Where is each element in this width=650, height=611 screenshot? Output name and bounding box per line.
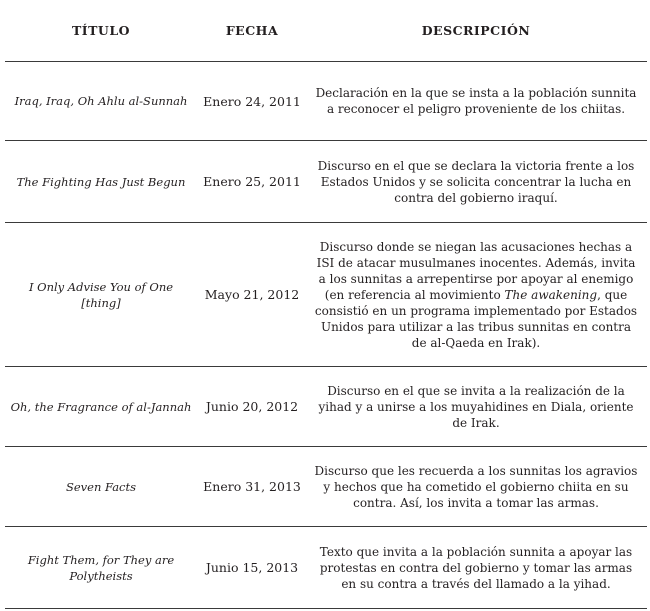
row-description: Discurso que les recuerda a los sunnitas los agravios y hechos que ha cometido el gobierno chiita en su contra. Así, los invita a tomar las armas. bbox=[314, 463, 638, 510]
row-title: The Fighting Has Just Begun bbox=[16, 174, 186, 189]
header-description: DESCRIPCIÓN bbox=[421, 22, 531, 38]
row-date: Mayo 21, 2012 bbox=[204, 287, 300, 302]
table-row bbox=[5, 447, 647, 527]
row-title: Seven Facts bbox=[65, 479, 137, 494]
table-row bbox=[5, 62, 647, 141]
description-italic: The awakening bbox=[504, 287, 598, 302]
statements-table bbox=[5, 0, 647, 609]
description-part: , que consistió en un programa implementado por Estados Unidos para utilizar a las tribus sunnitas en contra de al-Qaeda en Irak). bbox=[314, 287, 638, 350]
row-date: Enero 25, 2011 bbox=[203, 174, 301, 189]
row-date: Enero 24, 2011 bbox=[203, 93, 301, 109]
header-title: TÍTULO bbox=[71, 22, 131, 38]
row-title: Iraq, Iraq, Oh Ahlu al-Sunnah bbox=[14, 94, 188, 108]
table-header bbox=[5, 0, 647, 62]
row-title: Fight Them, for They are Polytheists bbox=[27, 552, 175, 583]
row-description: Texto que invita a la población sunnita a apoyar las protestas en contra del gobierno y tomar las armas en su contra a través del llamado a la yihad. bbox=[319, 544, 633, 591]
row-date: Junio 20, 2012 bbox=[205, 399, 299, 414]
row-description: Declaración en la que se insta a la población sunnita a reconocer el peligro proveniente de los chiitas. bbox=[315, 86, 637, 116]
table-row bbox=[5, 527, 647, 609]
row-title: Oh, the Fragrance of al-Jannah bbox=[10, 399, 192, 414]
row-date: Enero 31, 2013 bbox=[203, 479, 301, 494]
row-description: Discurso en el que se declara la victoria frente a los Estados Unidos y se solicita concentrar la lucha en contra del gobierno iraquí. bbox=[317, 158, 635, 205]
row-description: Discurso en el que se invita a la realización de la yihad y a unirse a los muyahidines en Diala, oriente de Irak. bbox=[318, 383, 634, 430]
row-description bbox=[307, 239, 647, 351]
row-title: I Only Advise You of One [thing] bbox=[28, 279, 174, 310]
description-part: Discurso donde se niegan las acusaciones hechas a ISI de atacar musulmanes inocentes. Además, invita a los sunnitas a arrepentirse por apoyar al enemigo (en referencia al movimiento bbox=[316, 239, 636, 302]
table-row bbox=[5, 367, 647, 447]
row-date: Junio 15, 2013 bbox=[205, 560, 299, 575]
header-date: FECHA bbox=[225, 23, 279, 38]
table-row bbox=[5, 223, 647, 367]
table-row bbox=[5, 141, 647, 223]
